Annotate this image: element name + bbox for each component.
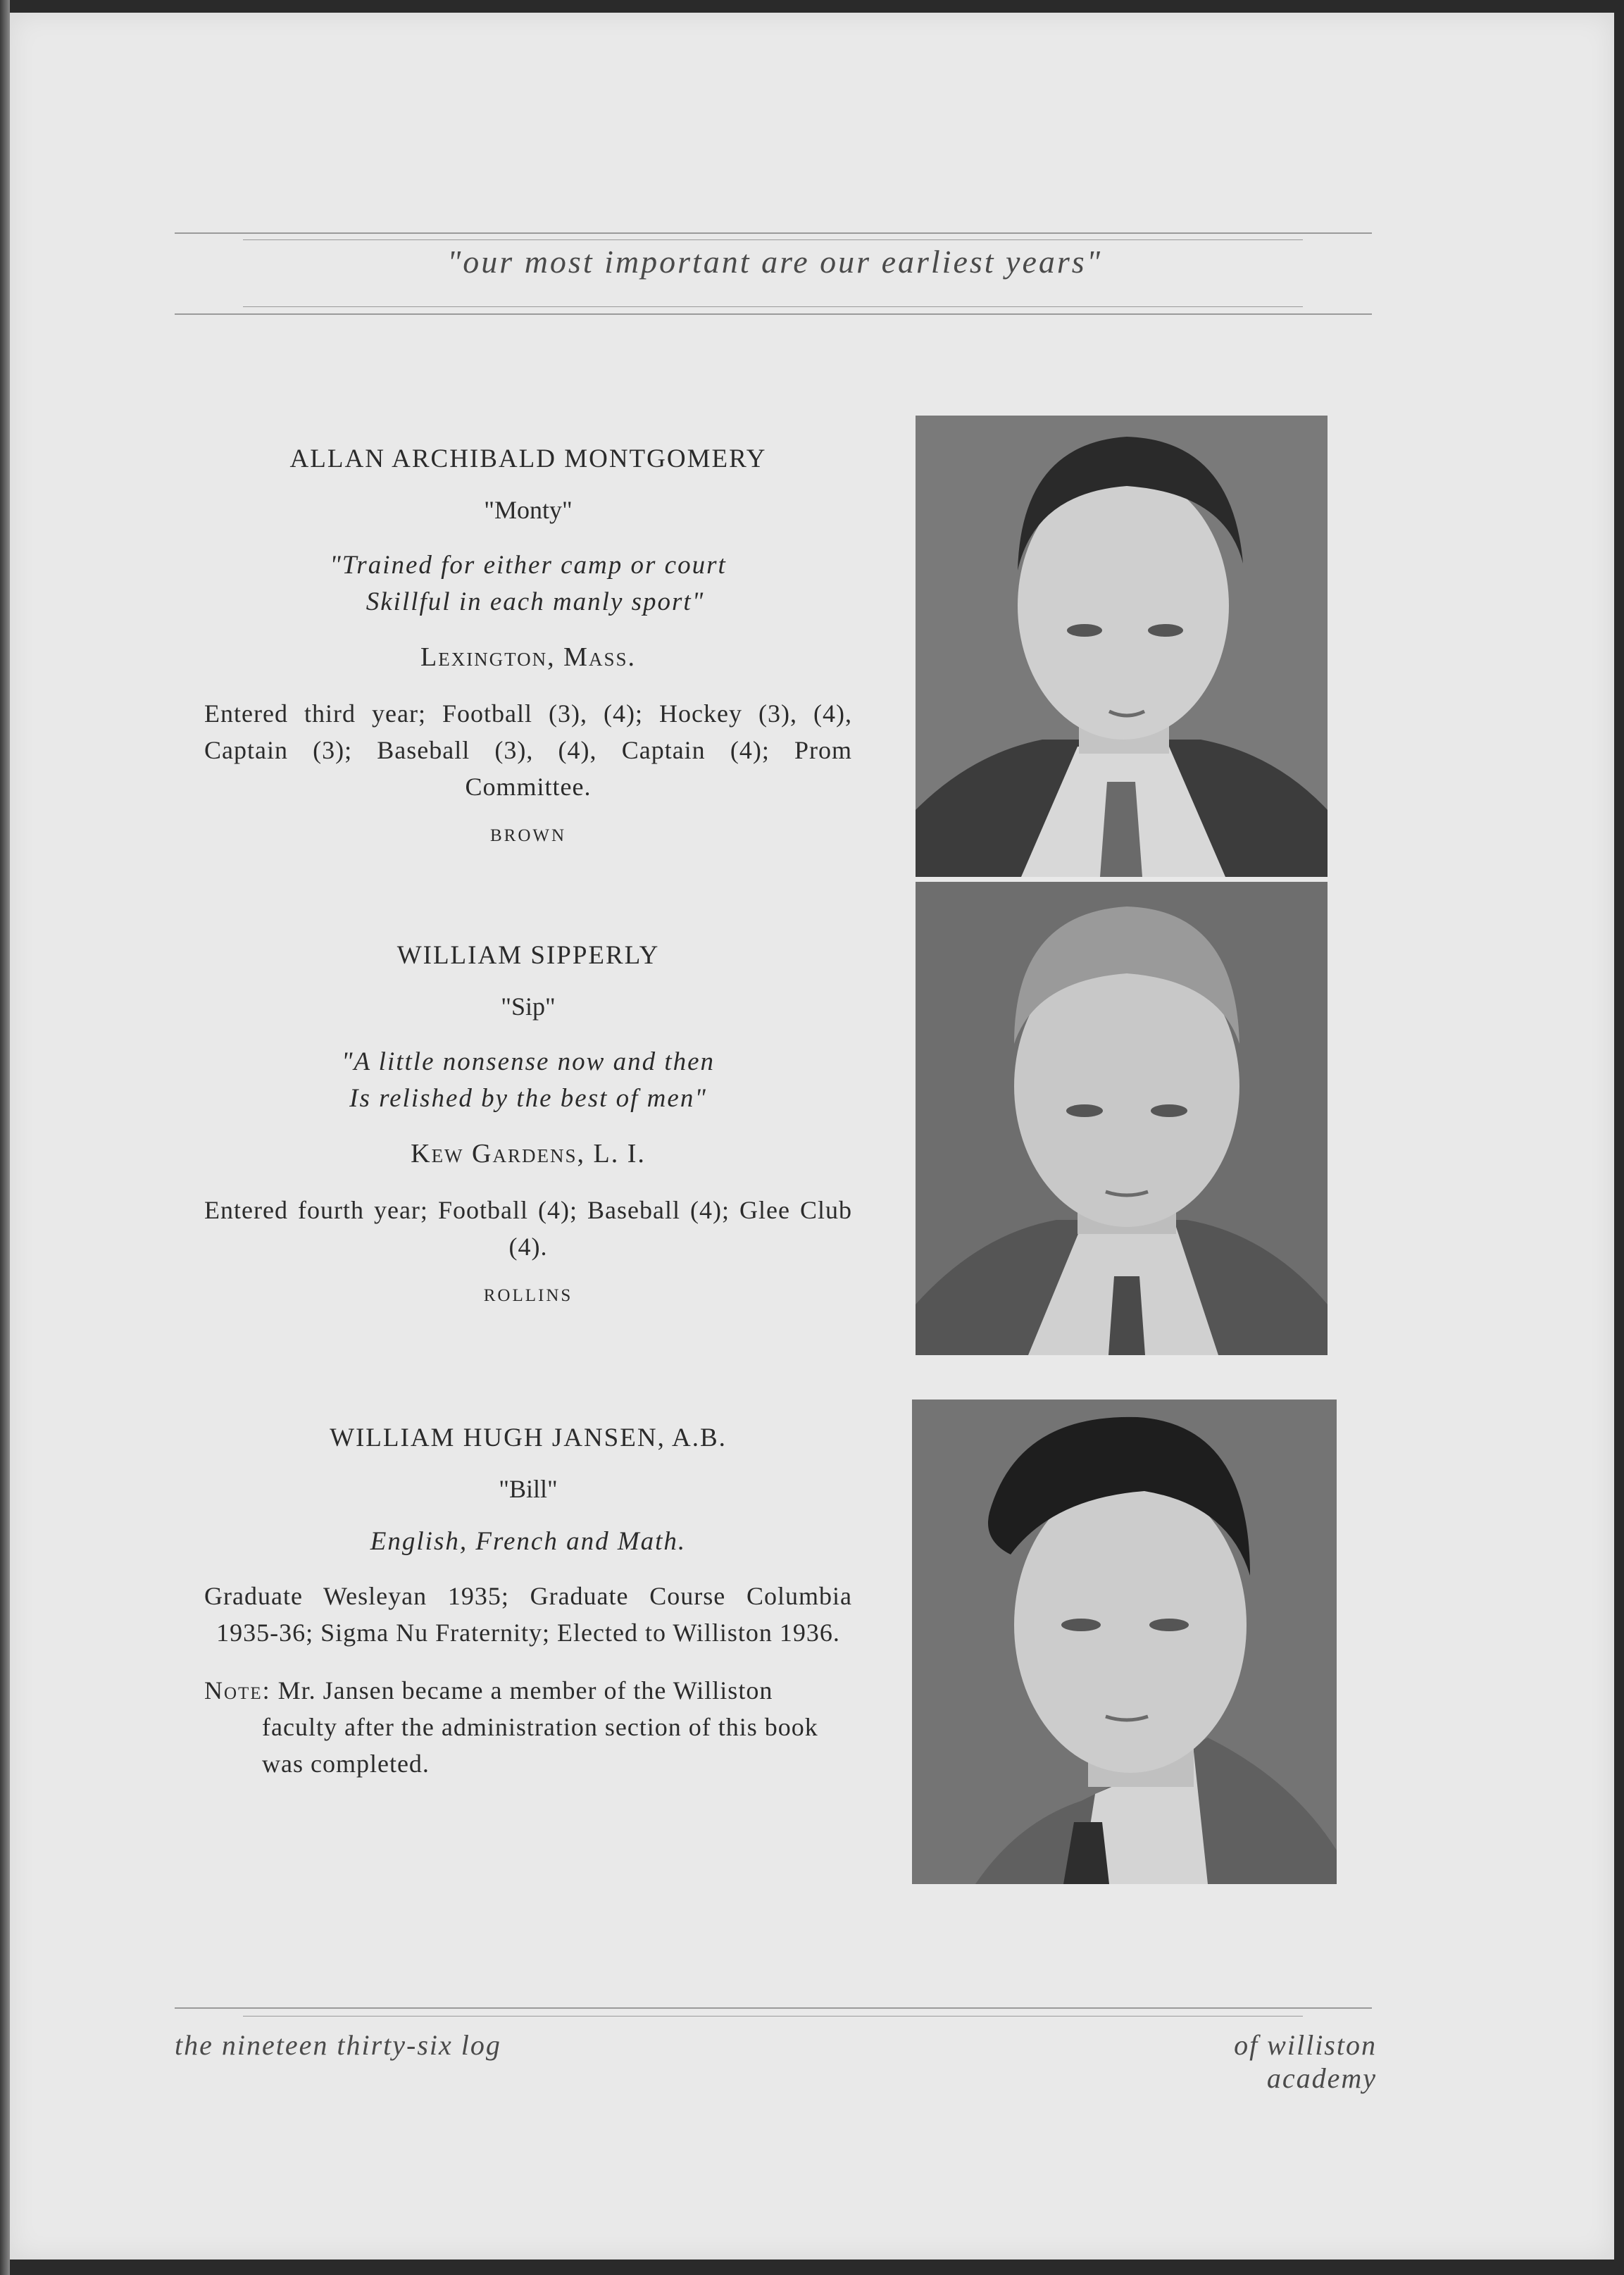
note-label: Note: [204, 1676, 271, 1704]
faculty-name: WILLIAM HUGH JANSEN, A.B. [330, 1423, 727, 1452]
student-record: Entered fourth year; Football (4); Baseball (4); Glee Club (4). [204, 1196, 852, 1261]
student-hometown: Kew Gardens, L. I. [411, 1139, 646, 1168]
faculty-nickname: "Bill" [499, 1475, 558, 1503]
student-record: Entered third year; Football (3), (4); Hockey (3), (4), Captain (3); Baseball (3), (4), Captain (4); Prom Committee. [204, 699, 852, 801]
faculty-subjects: English, French and Math. [370, 1527, 687, 1556]
student-college: ROLLINS [483, 1286, 573, 1305]
header-quote: "our most important are our earliest years" [446, 244, 1103, 280]
portrait-illustration [916, 882, 1328, 1355]
binding-edge [0, 0, 10, 2275]
student-verse [204, 1044, 852, 1117]
portrait-illustration [916, 416, 1328, 877]
student-name: ALLAN ARCHIBALD MONTGOMERY [289, 444, 767, 473]
student-nickname: "Monty" [484, 496, 573, 524]
portrait-photo-jansen [912, 1400, 1337, 1884]
faculty-note [204, 1672, 852, 1782]
student-name: WILLIAM SIPPERLY [396, 941, 660, 970]
verse-line: "A little nonsense now and then [341, 1047, 716, 1076]
note-text: Mr. Jansen became a member of the Williston faculty after the administration section of this book was completed. [262, 1676, 818, 1778]
header-rule-top-outer [175, 232, 1372, 234]
student-hometown: Lexington, Mass. [420, 642, 636, 672]
entry-jansen [204, 1423, 852, 1782]
footer-school-name: of williston academy [1234, 2029, 1377, 2094]
portrait-photo-sipperly [916, 882, 1328, 1355]
verse-line: "Trained for either camp or court [330, 551, 727, 580]
student-verse [204, 547, 852, 621]
entry-sipperly [204, 940, 852, 1306]
header-rule-bottom-outer [175, 313, 1372, 315]
verse-line: Is relished by the best of men" [349, 1084, 707, 1113]
portrait-photo-montgomery [916, 416, 1328, 877]
portrait-illustration [912, 1400, 1337, 1884]
footer-book-title: the nineteen thirty-six log [175, 2029, 501, 2061]
student-college: BROWN [489, 826, 567, 845]
faculty-record: Graduate Wesleyan 1935; Graduate Course Columbia 1935-36; Sigma Nu Fraternity; Elected to Williston 1936. [204, 1582, 852, 1647]
header-rule-top-inner [243, 239, 1303, 240]
header-rule-bottom-inner [243, 306, 1303, 307]
entry-montgomery [204, 444, 852, 846]
verse-line: Skillful in each manly sport" [366, 587, 705, 616]
footer-rule-outer [175, 2007, 1372, 2009]
student-nickname: "Sip" [501, 992, 556, 1021]
footer-rule-inner [243, 2016, 1303, 2017]
